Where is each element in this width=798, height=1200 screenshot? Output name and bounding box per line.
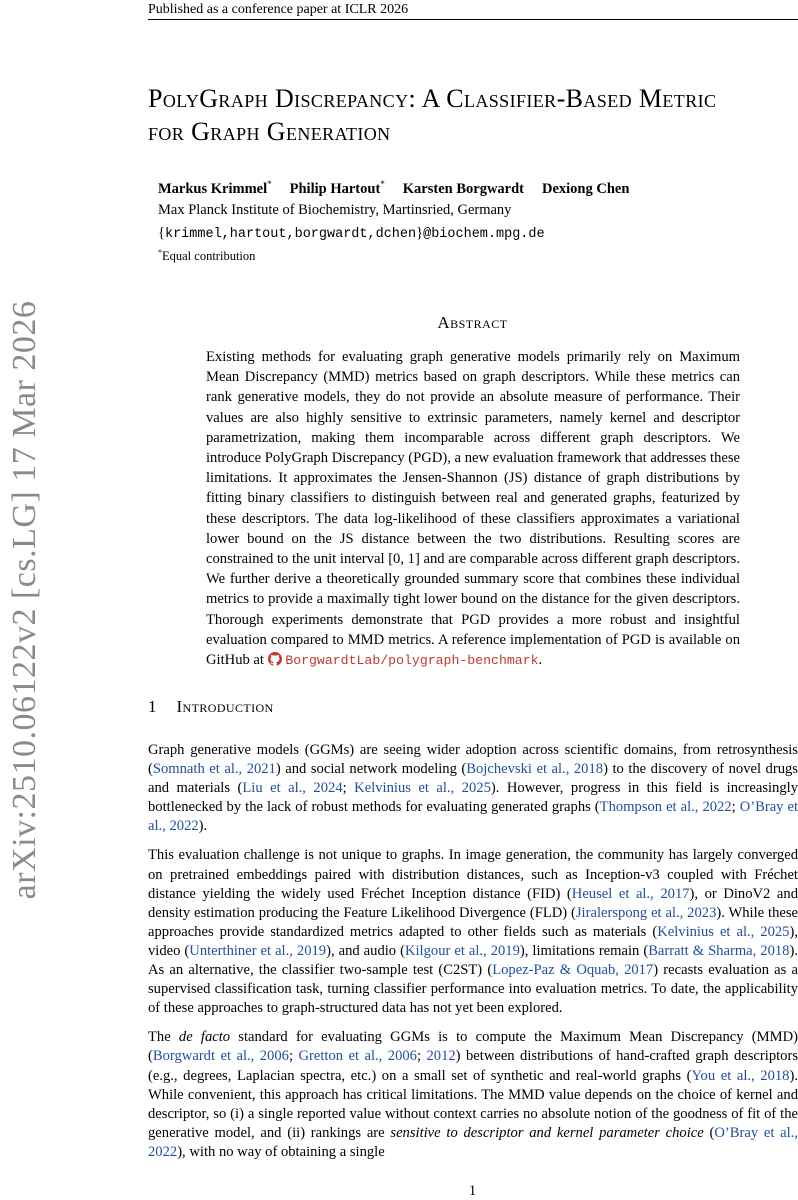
body-text: ). While these approaches provide standardized metrics adapted to other fields such as materials (: [148, 904, 798, 940]
citation-link[interactable]: Barratt & Sharma, 2018: [648, 942, 790, 959]
paragraph-2: [148, 846, 798, 1018]
github-icon: [268, 652, 282, 666]
abstract-heading: Abstract: [437, 313, 508, 332]
email-close-brace: }: [416, 225, 424, 241]
citation-link[interactable]: 2012: [426, 1048, 456, 1065]
citation-link[interactable]: Kelvinius et al., 2025: [657, 923, 790, 940]
citation-link[interactable]: Liu et al., 2024: [242, 780, 343, 797]
body-text: ) to the discovery of novel drugs and materials (: [148, 761, 798, 797]
body-text: ).: [198, 818, 208, 835]
citation-link[interactable]: O’Bray et al., 2022: [148, 1124, 798, 1160]
emphasis-text: sensitive to descriptor and kernel parameter choice: [390, 1124, 704, 1141]
body-text: ), with no way of obtaining a single: [177, 1143, 385, 1160]
paper-title: [148, 82, 798, 148]
body-text: ). While convenient, this approach has critical limitations. The MMD value depends on the choice of kernel and descriptor, so (i) a single reported value without context carries no absolute notion of the goodness of fit of the generative model, and (ii) rankings are: [148, 1067, 798, 1141]
citation-link[interactable]: Gretton et al., 2006: [298, 1048, 417, 1065]
citation-link[interactable]: Lopez-Paz & Oquab, 2017: [492, 962, 654, 979]
author-name: Dexiong Chen: [542, 180, 630, 197]
section-heading-introduction: [148, 697, 274, 717]
body-text: Graph generative models (GGMs) are seeing wider adoption across scientific domains, from retrosynthesis (: [148, 742, 798, 778]
paragraph-3: [148, 1028, 798, 1162]
introduction-body: [148, 741, 798, 1172]
body-text: ) recasts evaluation as a supervised classification task, turning classifier performance into evaluation metrics. To date, the applicability of these approaches to graph-structured data has not yet been explored.: [148, 962, 798, 1017]
body-text: ). As an alternative, the classifier two-sample test (C2ST) (: [148, 942, 798, 979]
citation-link[interactable]: O’Bray et al., 2022: [148, 799, 798, 835]
arxiv-identifier: arXiv:2510.06122v2 [cs.LG] 17 Mar 2026: [6, 300, 43, 900]
abstract-body: [206, 347, 740, 671]
author-mark: *: [380, 179, 385, 189]
citation-link[interactable]: Borgwardt et al., 2006: [152, 1048, 289, 1065]
citation-link[interactable]: Thompson et al., 2022: [599, 799, 732, 816]
author-name: Philip Hartout*: [289, 179, 385, 197]
title-line-2: for Graph Generation: [148, 117, 391, 146]
citation-link[interactable]: Bojchevski et al., 2018: [466, 761, 604, 778]
github-repo-link[interactable]: BorgwardtLab/polygraph-benchmark: [285, 653, 539, 669]
author-name: Markus Krimmel*: [158, 179, 272, 197]
paragraph-1: [148, 741, 798, 836]
citation-link[interactable]: Heusel et al., 2017: [571, 885, 690, 902]
body-text: ), limitations remain (: [519, 942, 649, 959]
body-text: (: [703, 1124, 715, 1141]
email-open-brace: {: [158, 225, 165, 241]
email-domain: @biochem.mpg.de: [423, 227, 545, 242]
section-number: 1: [148, 697, 157, 716]
body-text: standard for evaluating GGMs is to compute the Maximum Mean Discrepancy (MMD) (: [148, 1029, 798, 1065]
body-text: ;: [342, 780, 355, 797]
author-list: [158, 174, 758, 199]
citation-link[interactable]: You et al., 2018: [691, 1067, 790, 1084]
body-text: ), or DinoV2 and density estimation producing the Feature Likelihood Divergence (FLD) (: [148, 885, 798, 921]
citation-link[interactable]: Kelvinius et al., 2025: [354, 780, 491, 797]
section-title: Introduction: [176, 697, 274, 716]
citation-link[interactable]: Somnath et al., 2021: [152, 761, 276, 778]
body-text: ;: [731, 799, 740, 816]
author-mark: *: [267, 179, 272, 189]
body-text: ) between distributions of hand-crafted graph descriptors (e.g., degrees, Laplacian spectra, etc.) on a small set of synthetic and real-world graphs (: [148, 1048, 798, 1084]
citation-link[interactable]: Jiralerspong et al., 2023: [575, 904, 717, 921]
emphasis-text: de facto: [178, 1029, 231, 1046]
email-users: krimmel,hartout,borgwardt,dchen: [164, 227, 417, 242]
body-text: The: [148, 1029, 179, 1046]
citation-link[interactable]: Kilgour et al., 2019: [404, 942, 520, 959]
affiliation: Max Planck Institute of Biochemistry, Martinsried, Germany: [158, 202, 512, 218]
abstract-end: .: [538, 652, 543, 669]
body-text: ). However, progress in this field is increasingly bottlenecked by the lack of robust methods for evaluating generated graphs (: [148, 780, 798, 816]
body-text: ) and social network modeling (: [275, 761, 467, 778]
abstract-text: Existing methods for evaluating graph generative models primarily rely on Maximum Mean Discrepancy (MMD) metrics based on graph descriptors. While these metrics can rank generative models, they do not provide an absolute measure of performance. Their values are also highly sensitive to extrinsic parameters, namely kernel and descriptor parametrization, making them incomparable across different graph descriptors. We introduce PolyGraph Discrepancy (PGD), a new evaluation framework that addresses these limitations. It approximates the Jensen-Shannon (JS) distance of graph distributions by fitting binary classifiers to distinguish between real and generated graphs, featurized by these descriptors. The data log-likelihood of these classifiers approximates a variational lower bound on the JS distance between the two distributions. Resulting scores are constrained to the unit interval [0, 1] and are comparable across different graph descriptors. We further derive a theoretically grounded summary score that combines these individual metrics to provide a maximally tight lower bound on the distance for the given descriptors. Thorough experiments demonstrate that PGD provides a more robust and insightful evaluation compared to MMD metrics. A reference implementation of PGD is available on GitHub at: [206, 349, 740, 669]
arxiv-sidebar: [0, 0, 50, 1200]
title-line-1: PolyGraph Discrepancy: A Classifier-Based Metric: [148, 84, 717, 113]
equal-contribution-mark: *: [158, 248, 162, 257]
email-line: [158, 225, 545, 242]
equal-contribution-note: [158, 248, 255, 264]
page-number: 1: [468, 1183, 477, 1199]
running-header: Published as a conference paper at ICLR 2026: [148, 0, 798, 20]
citation-link[interactable]: Unterthiner et al., 2019: [189, 942, 327, 959]
body-text: This evaluation challenge is not unique to graphs. In image generation, the community has largely converged on pretrained embeddings paired with distribution distances, such as Inception-v3 coupled with Fréchet distance yielding the widely used Fréchet Inception distance (FID) (: [148, 847, 798, 902]
body-text: ), and audio (: [326, 942, 405, 959]
author-name: Karsten Borgwardt: [402, 180, 524, 197]
body-text: ;: [288, 1048, 299, 1065]
body-text: ), video (: [148, 923, 798, 959]
equal-contribution-text: Equal contribution: [162, 249, 256, 264]
body-text: ;: [416, 1048, 427, 1065]
